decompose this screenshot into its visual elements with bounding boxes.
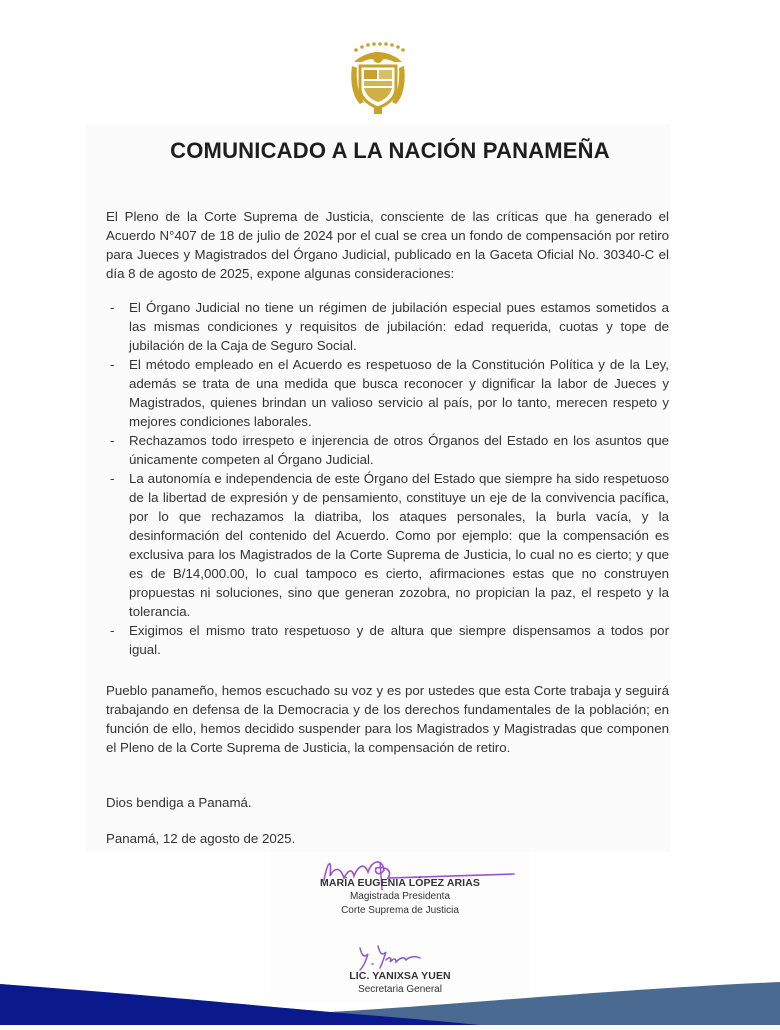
considerations-list	[106, 298, 669, 659]
list-item	[106, 431, 669, 469]
list-item	[106, 355, 669, 431]
panama-coat-of-arms-icon	[346, 36, 410, 116]
list-item-text: El método empleado en el Acuerdo es respetuoso de la Constitución Política y de la Ley, además se trata de una medida que busca reconocer y dignificar la labor de Jueces y Magistrados, quienes brindan un valioso servicio al país, por lo tanto, merecen respeto y mejores condiciones laborales.	[129, 357, 669, 429]
closing-paragraph: Pueblo panameño, hemos escuchado su voz y es por ustedes que esta Corte trabaja y seguirá trabajando en defensa de la Democracia y de los derechos fundamentales de la población; en función de ello, hemos decidido suspender para los Magistrados y Magistradas que componen el Pleno de la Corte Suprema de Justicia, la compensación de retiro.	[106, 683, 669, 755]
list-item-text: Rechazamos todo irrespeto e injerencia de otros Órganos del Estado en los asuntos que únicamente competen al Órgano Judicial.	[129, 433, 669, 467]
bullet-dash: -	[110, 300, 115, 315]
signatory-name: MARÍA EUGENIA LÓPEZ ARIAS	[319, 877, 480, 889]
list-item	[106, 621, 669, 659]
bullet-dash: -	[110, 623, 115, 638]
list-item	[106, 298, 669, 355]
signatory-institution: Corte Suprema de Justicia	[341, 905, 459, 916]
bullet-dash: -	[110, 433, 115, 448]
signatory-name: LIC. YANIXSA YUEN	[349, 970, 451, 982]
intro-paragraph: El Pleno de la Corte Suprema de Justicia, consciente de las críticas que ha generado el Acuerdo N°407 de 18 de julio de 2024 por el cual se crea un fondo de compensación por retiro para Jueces y Magistrados del Órgano Judicial, publicado en la Gaceta Oficial No. 30340-C el día 8 de agosto de 2025, expone algunas consideraciones:	[106, 209, 669, 281]
signatory-block-president	[270, 876, 530, 918]
blessing-line: Dios bendiga a Panamá.	[106, 795, 252, 810]
list-item	[106, 469, 669, 621]
signatory-role: Magistrada Presidenta	[349, 891, 451, 902]
bullet-dash: -	[110, 471, 115, 486]
list-item-text: El Órgano Judicial no tiene un régimen de jubilación especial pues estamos sometidos a las mismas condiciones y requisitos de jubilación: edad requerida, cuotas y tope de jubilación de la Caja de Seguro Social.	[129, 300, 669, 353]
footer-wave-decoration	[0, 960, 780, 1025]
signatory-role: Secretaria General	[358, 984, 442, 995]
document-title: COMUNICADO A LA NACIÓN PANAMEÑA	[170, 138, 610, 163]
list-item-text: Exigimos el mismo trato respetuoso y de altura que siempre dispensamos a todos por igual.	[129, 623, 669, 657]
date-line: Panamá, 12 de agosto de 2025.	[106, 831, 296, 846]
bullet-dash: -	[110, 357, 115, 372]
list-item-text: La autonomía e independencia de este Órgano del Estado que siempre ha sido respetuoso de la libertad de expresión y de pensamiento, constituye un eje de la convivencia pacífica, por lo que rechazamos la diatriba, los ataques personales, la burla vacía, y la desinformación del contenido del Acuerdo. Como por ejemplo: que la compensación es exclusiva para los Magistrados de la Corte Suprema de Justicia, lo cual no es cierto; y que es de B/14,000.00, lo cual tampoco es cierto, afirmaciones estas que no construyen propuestas ni soluciones, sino que generan zozobra, no propician la paz, el respeto y la tolerancia.	[129, 471, 669, 619]
